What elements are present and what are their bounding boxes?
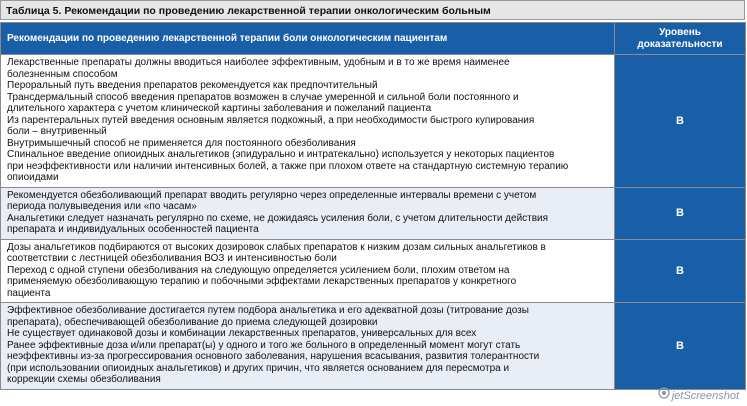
- evidence-level-cell: B: [615, 55, 746, 188]
- text-line: (при использовании опиоидных анальгетиков) и других причин, что является основанием для пересмотра и: [7, 362, 510, 374]
- recommendation-text: [1, 239, 615, 303]
- header-evidence-level-line1: Уровень: [659, 26, 701, 38]
- text-line: пациента: [7, 287, 51, 299]
- text-line: препарата), обеспечивающей обезболивание до приема следующей дозировки: [7, 316, 378, 328]
- text-line: Из парентеральных путей введения основным является подкожный, а при необходимости быстрого купирования: [7, 114, 535, 126]
- text-line: препарата и индивидуальных особенностей пациента: [7, 224, 259, 235]
- text-line: Лекарственные препараты должны вводиться наиболее эффективным, удобным и в то же время наименее: [7, 57, 510, 68]
- table-header-row: [1, 23, 746, 55]
- text-line: Пероральный путь введения препаратов рекомендуется как предпочтительный: [7, 80, 378, 91]
- text-line: Рекомендуется обезболивающий препарат вводить регулярно через определенные интервалы времени с учетом: [7, 189, 537, 201]
- text-line: боли – внутривенный: [7, 126, 107, 137]
- recommendation-text: [1, 187, 615, 239]
- text-line: Трансдермальный способ введения препаратов возможен в случае умеренной и сильной боли постоянного и: [7, 91, 519, 103]
- watermark: [658, 387, 739, 402]
- text-line: периода полувыведения или «по часам»: [7, 201, 197, 212]
- table-row: [1, 239, 746, 303]
- text-line: болезненным способом: [7, 68, 118, 80]
- table-row: [1, 187, 746, 239]
- watermark-text: jetScreenshot: [671, 390, 739, 402]
- text-line: Дозы анальгетиков подбираются от высоких дозировок слабых препаратов к низким дозам сильных анальгетиков в: [7, 241, 546, 253]
- recommendations-table: [0, 22, 746, 390]
- text-line: Эффективное обезболивание достигается путем подбора анальгетика и его адекватной дозы (титрование дозы: [7, 305, 529, 316]
- camera-shutter-icon: [658, 387, 670, 402]
- text-line: Спинальное введение опиоидных анальгетиков (эпидурально и интратекально) используется у некоторых пациентов: [7, 149, 555, 160]
- evidence-level-cell: B: [615, 239, 746, 303]
- text-line: коррекции схемы обезболивания: [7, 374, 161, 385]
- header-evidence-level: [615, 23, 746, 55]
- text-line: неэффективны из-за прогрессирования основного заболевания, нарушения всасывания, развития толерантности: [7, 351, 540, 362]
- text-line: применяемую обезболивающую терапию и побочными эффектами лекарственных препаратов у конкретного: [7, 276, 517, 287]
- table-caption: Таблица 5. Рекомендации по проведению лекарственной терапии онкологическим больным: [0, 0, 745, 20]
- recommendation-text: [1, 303, 615, 390]
- table-row: [1, 55, 746, 188]
- table-row: [1, 303, 746, 390]
- evidence-level-cell: B: [615, 187, 746, 239]
- text-line: Переход с одной ступени обезболивания на следующую определяется усилением боли, плохим ответом на: [7, 264, 510, 276]
- text-line: Анальгетики следует назначать регулярно по схеме, не дожидаясь усиления боли, с учетом длительности действия: [7, 212, 549, 224]
- header-recommendations: Рекомендации по проведению лекарственной терапии боли онкологическим пациентам: [1, 23, 615, 55]
- text-line: при неэффективности или наличии интенсивных болей, а также при плохом ответе на стандартную системную терапию опиоидами: [7, 160, 569, 183]
- text-line: длительного характера с учетом клинической картины заболевания и пожеланий пациента: [7, 103, 432, 114]
- recommendation-text: [1, 55, 615, 188]
- text-line: Внутримышечный способ не применяется для постоянного обезболивания: [7, 137, 356, 149]
- header-evidence-level-line2: доказательности: [637, 38, 723, 50]
- evidence-level-cell: B: [615, 303, 746, 390]
- text-line: Ранее эффективные доза и/или препарат(ы) у одного и того же больного в определенный момент могут стать: [7, 339, 521, 351]
- text-line: Не существует одинаковой дозы и комбинации лекарственных препаратов, универсальных для всех: [7, 328, 477, 339]
- text-line: соответствии с лестницей обезболивания ВОЗ и интенсивностью боли: [7, 253, 337, 264]
